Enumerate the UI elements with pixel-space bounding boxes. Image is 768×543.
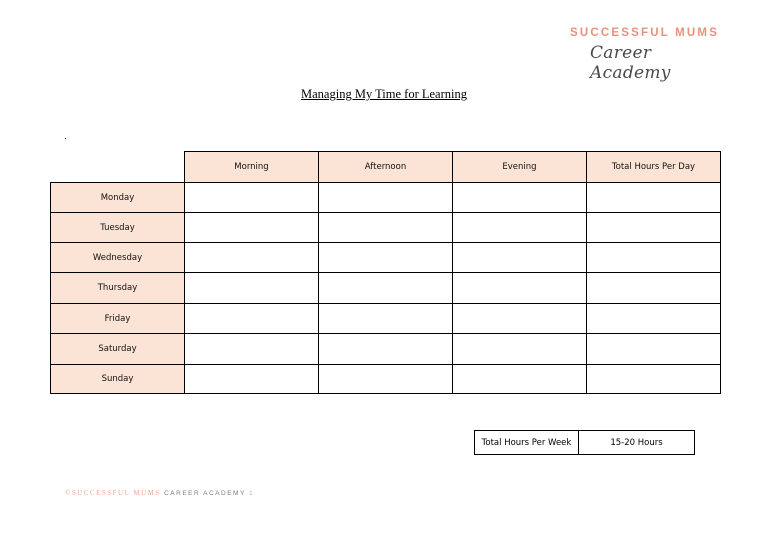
- day-row: [51, 183, 721, 213]
- page-title: Managing My Time for Learning: [301, 87, 467, 101]
- entry-cell[interactable]: [587, 365, 721, 394]
- entry-cell[interactable]: [185, 365, 319, 394]
- column-header: Morning: [185, 152, 319, 183]
- day-label: Saturday: [51, 334, 185, 365]
- entry-cell[interactable]: [319, 334, 453, 365]
- entry-cell[interactable]: [453, 304, 587, 334]
- header-row: [51, 152, 721, 183]
- entry-cell[interactable]: [587, 213, 721, 243]
- entry-cell[interactable]: [185, 304, 319, 334]
- entry-cell[interactable]: [319, 365, 453, 394]
- entry-cell[interactable]: [185, 243, 319, 273]
- day-row: [51, 304, 721, 334]
- weekly-total-value[interactable]: 15-20 Hours: [579, 431, 695, 455]
- entry-cell[interactable]: [185, 213, 319, 243]
- schedule-table: [50, 151, 721, 394]
- footer: [65, 489, 254, 497]
- day-label: Wednesday: [51, 243, 185, 273]
- entry-cell[interactable]: [453, 273, 587, 304]
- entry-cell[interactable]: [319, 183, 453, 213]
- entry-cell[interactable]: [453, 213, 587, 243]
- entry-cell[interactable]: [453, 334, 587, 365]
- day-label: Friday: [51, 304, 185, 334]
- day-label: Thursday: [51, 273, 185, 304]
- entry-cell[interactable]: [587, 334, 721, 365]
- entry-cell[interactable]: [587, 273, 721, 304]
- day-row: [51, 273, 721, 304]
- entry-cell[interactable]: [587, 304, 721, 334]
- entry-cell[interactable]: [319, 273, 453, 304]
- day-label: Sunday: [51, 365, 185, 394]
- entry-cell[interactable]: [319, 213, 453, 243]
- day-row: [51, 334, 721, 365]
- entry-cell[interactable]: [453, 183, 587, 213]
- column-header: Afternoon: [319, 152, 453, 183]
- footer-brand: ©SUCCESSFUL MUMS: [65, 489, 161, 497]
- blank-corner-cell: [51, 152, 185, 183]
- brand-name: SUCCESSFUL MUMS: [570, 27, 720, 39]
- entry-cell[interactable]: [319, 243, 453, 273]
- entry-cell[interactable]: [319, 304, 453, 334]
- weekly-total-label: Total Hours Per Week: [475, 431, 579, 455]
- day-row: [51, 213, 721, 243]
- entry-cell[interactable]: [453, 365, 587, 394]
- entry-cell[interactable]: [587, 243, 721, 273]
- entry-cell[interactable]: [453, 243, 587, 273]
- weekly-total-row: [475, 431, 695, 455]
- footer-page-number: 1: [248, 490, 255, 497]
- column-header: Evening: [453, 152, 587, 183]
- day-row: [51, 243, 721, 273]
- entry-cell[interactable]: [185, 334, 319, 365]
- day-row: [51, 365, 721, 394]
- footer-academy: CAREER ACADEMY: [164, 490, 246, 497]
- entry-cell[interactable]: [185, 273, 319, 304]
- entry-cell[interactable]: [587, 183, 721, 213]
- day-label: Monday: [51, 183, 185, 213]
- column-header: Total Hours Per Day: [587, 152, 721, 183]
- entry-cell[interactable]: [185, 183, 319, 213]
- brand-logo: [566, 26, 731, 83]
- day-label: Tuesday: [51, 213, 185, 243]
- weekly-total-table: [474, 430, 695, 455]
- brand-script: Career Academy: [590, 43, 671, 83]
- stray-mark: .: [64, 131, 67, 142]
